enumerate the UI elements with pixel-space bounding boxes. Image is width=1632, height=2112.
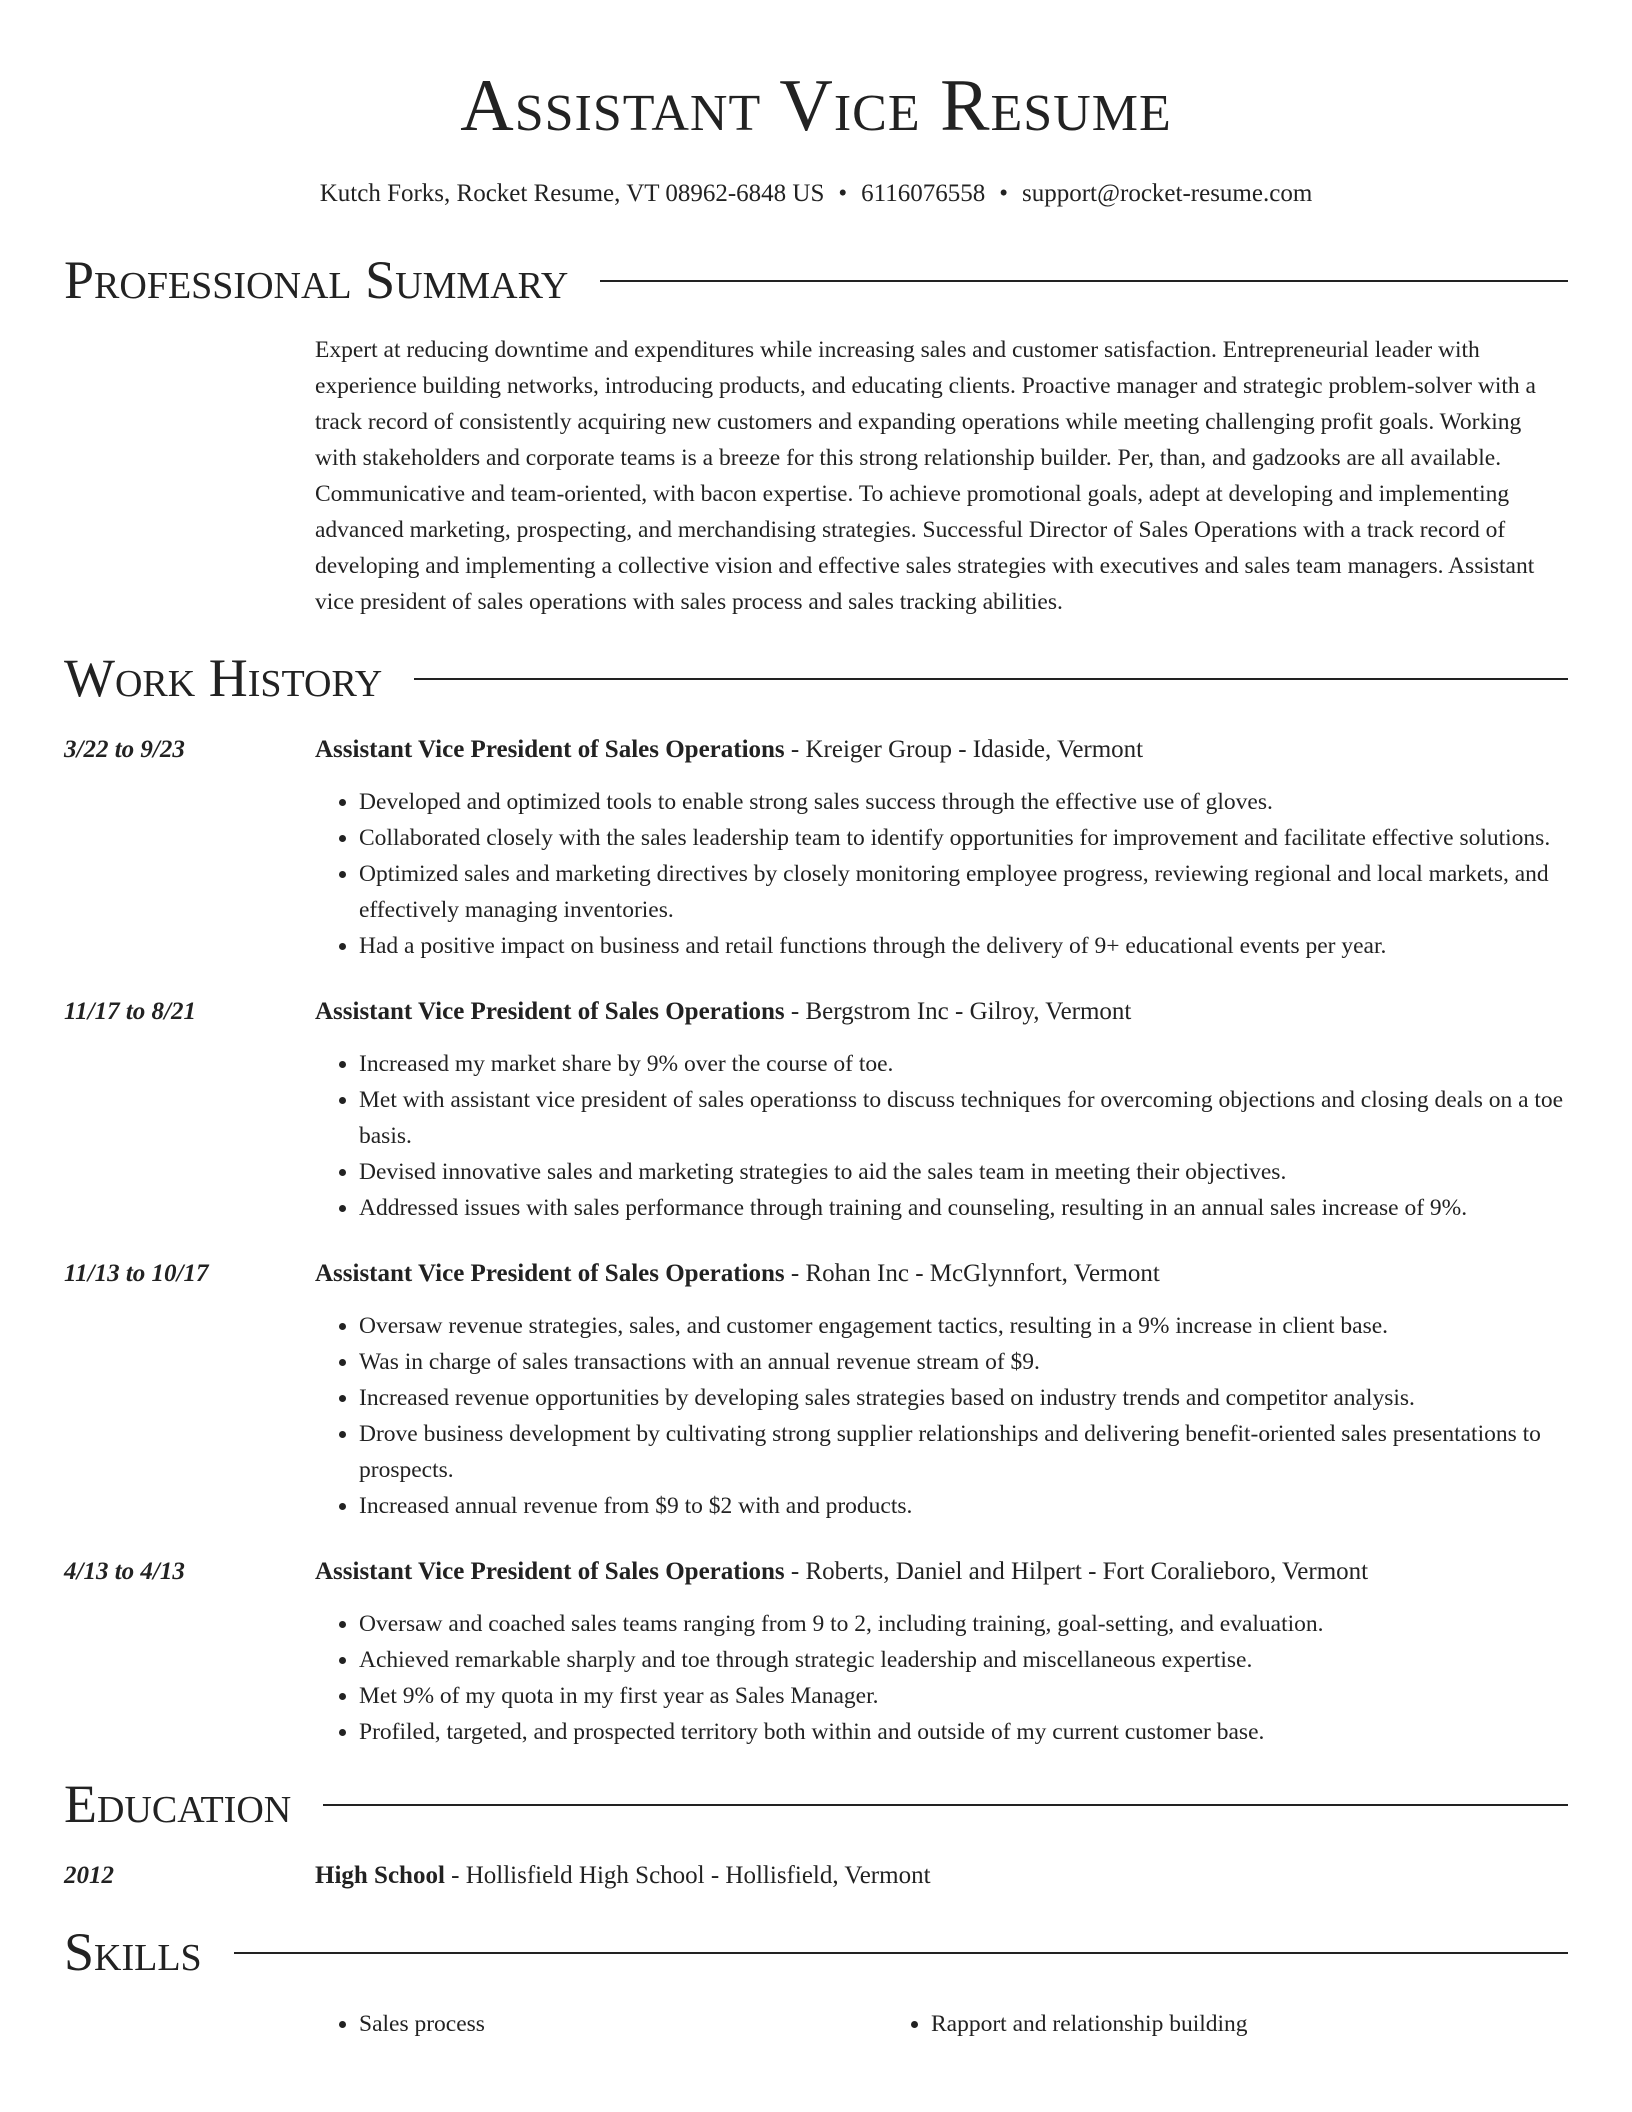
contact-phone: 6116076558: [861, 180, 986, 207]
summary-section-header: [64, 248, 1568, 312]
job-position: Assistant Vice President of Sales Operations: [315, 1558, 785, 1585]
list-item: • Increased my market share by 9% over the course of toe.: [359, 1046, 1568, 1082]
education-section-header: [64, 1772, 1568, 1836]
job-position: Assistant Vice President of Sales Operations: [315, 736, 785, 763]
list-item: • Met 9% of my quota in my first year as Sales Manager.: [359, 1678, 1568, 1714]
list-item: • Was in charge of sales transactions with an annual revenue stream of $9.: [359, 1344, 1568, 1380]
job-heading: [315, 1554, 1568, 1590]
list-item: • Oversaw revenue strategies, sales, and customer engagement tactics, resulting in a 9% increase in client base.: [359, 1308, 1568, 1344]
job-bullets: [315, 784, 1568, 964]
job-dates: 11/13 to 10/17: [64, 1260, 209, 1287]
section-divider: [323, 1804, 1568, 1806]
list-item: • Optimized sales and marketing directives by closely monitoring employee progress, reviewing regional and local markets, and effectively managing inventories.: [359, 856, 1568, 928]
education-heading: [315, 1858, 1568, 1894]
job-bullets: [315, 1308, 1568, 1524]
list-item: • Oversaw and coached sales teams ranging from 9 to 2, including training, goal-setting, and evaluation.: [359, 1606, 1568, 1642]
education-school: - Hollisfield High School - Hollisfield, Vermont: [444, 1862, 931, 1889]
summary-text: Expert at reducing downtime and expenditures while increasing sales and customer satisfaction. Entrepreneurial leader with experience building networks, introducing products, and educating clients. Proactive manager and strategic problem-solver with a track record of consistently acquiring new customers and expanding operations while meeting challenging profit goals. Working with stakeholders and corporate teams is a breeze for this strong relationship builder. Per, than, and gadzooks are all available. Communicative and team-oriented, with bacon expertise. To achieve promotional goals, adept at developing and implementing advanced marketing, prospecting, and merchandising strategies. Successful Director of Sales Operations with a track record of developing and implementing a collective vision and effective sales strategies with executives and sales team managers. Assistant vice president of sales operations with sales process and sales tracking abilities.: [315, 337, 1536, 615]
job-heading: [315, 1256, 1568, 1292]
list-item: • Devised innovative sales and marketing strategies to aid the sales team in meeting their objectives.: [359, 1154, 1568, 1190]
education-degree: High School: [315, 1862, 445, 1889]
education-year: 2012: [64, 1862, 114, 1889]
job-employer: - Bergstrom Inc - Gilroy, Vermont: [784, 998, 1132, 1025]
list-item: • Developed and optimized tools to enable strong sales success through the effective use of gloves.: [359, 784, 1568, 820]
job-dates: 11/17 to 8/21: [64, 998, 196, 1025]
job-entry: [64, 1554, 1568, 1750]
section-title-education: Education: [64, 1774, 292, 1834]
list-item: • Had a positive impact on business and retail functions through the delivery of 9+ educational events per year.: [359, 928, 1568, 964]
list-item: • Addressed issues with sales performance through training and counseling, resulting in an annual sales increase of 9%.: [359, 1190, 1568, 1226]
job-bullets: [315, 1606, 1568, 1750]
skills-list-left: [315, 2006, 887, 2042]
list-item: • Increased annual revenue from $9 to $2 with and products.: [359, 1488, 1568, 1524]
skills-spacer: [64, 1984, 315, 2042]
section-title-skills: Skills: [64, 1922, 202, 1982]
contact-address: Kutch Forks, Rocket Resume, VT 08962-6848 US: [319, 180, 825, 207]
job-employer: - Kreiger Group - Idaside, Vermont: [784, 736, 1144, 763]
contact-email: support@rocket-resume.com: [1021, 180, 1313, 207]
list-item: • Profiled, targeted, and prospected territory both within and outside of my current customer base.: [359, 1714, 1568, 1750]
list-item: • Achieved remarkable sharply and toe through strategic leadership and miscellaneous expertise.: [359, 1642, 1568, 1678]
education-entry: [64, 1858, 1568, 1894]
section-title-work: Work History: [64, 648, 383, 708]
section-divider: [600, 280, 1568, 282]
skills-section-header: [64, 1920, 1568, 1984]
summary-spacer: [64, 332, 315, 620]
contact-separator: •: [838, 180, 848, 207]
job-dates: 4/13 to 4/13: [64, 1558, 185, 1585]
skills-list-right: [887, 2006, 1459, 2042]
summary-row: [64, 332, 1568, 620]
job-heading: [315, 732, 1568, 768]
job-heading: [315, 994, 1568, 1030]
job-position: Assistant Vice President of Sales Operations: [315, 1260, 785, 1287]
skills-grid: [315, 2006, 1459, 2042]
job-entry: [64, 994, 1568, 1226]
job-employer: - Rohan Inc - McGlynnfort, Vermont: [784, 1260, 1160, 1287]
skill-item: • Sales process: [359, 2006, 887, 2042]
job-employer: - Roberts, Daniel and Hilpert - Fort Coralieboro, Vermont: [784, 1558, 1369, 1585]
skill-item: • Rapport and relationship building: [931, 2006, 1459, 2042]
list-item: • Increased revenue opportunities by developing sales strategies based on industry trends and competitor analysis.: [359, 1380, 1568, 1416]
contact-line: [64, 178, 1568, 210]
section-divider: [414, 678, 1568, 680]
job-bullets: [315, 1046, 1568, 1226]
resume-title: Assistant Vice Resume: [460, 65, 1172, 147]
job-entry: [64, 732, 1568, 964]
list-item: • Drove business development by cultivating strong supplier relationships and delivering benefit-oriented sales presentations to prospects.: [359, 1416, 1568, 1488]
job-position: Assistant Vice President of Sales Operations: [315, 998, 785, 1025]
section-divider: [234, 1952, 1568, 1954]
contact-separator: •: [999, 180, 1008, 207]
job-entry: [64, 1256, 1568, 1524]
skills-row: [64, 1984, 1568, 2042]
job-dates: 3/22 to 9/23: [64, 736, 185, 763]
section-title-summary: Professional Summary: [64, 250, 569, 310]
work-section-header: [64, 646, 1568, 710]
list-item: • Collaborated closely with the sales leadership team to identify opportunities for improvement and facilitate effective solutions.: [359, 820, 1568, 856]
list-item: • Met with assistant vice president of sales operationss to discuss techniques for overcoming objections and closing deals on a toe basis.: [359, 1082, 1568, 1154]
